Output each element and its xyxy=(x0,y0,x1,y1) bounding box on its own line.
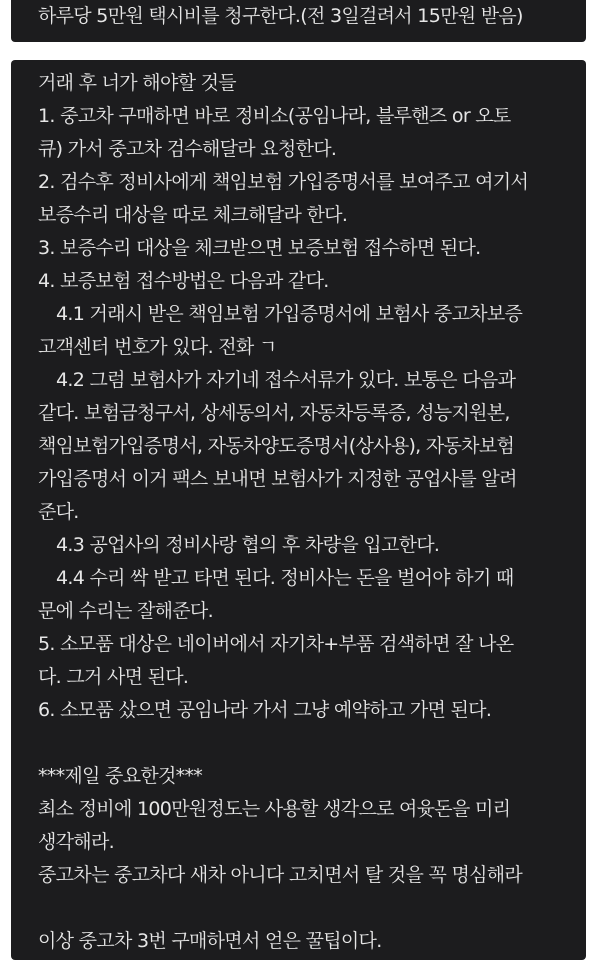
top-text-block xyxy=(11,0,586,42)
text-line: 1. 중고차 구매하면 바로 정비소(공임나라, 블루핸즈 or 오토 xyxy=(38,105,511,127)
text-line: 같다. 보험금청구서, 상세동의서, 자동차등록증, 성능지원본, xyxy=(38,402,510,424)
text-line: 4. 보증보험 접수방법은 다음과 같다. xyxy=(38,270,329,292)
text-line: 3. 보증수리 대상을 체크받으면 보증보험 접수하면 된다. xyxy=(38,237,481,259)
text-line: 거래 후 너가 해야할 것들 xyxy=(38,72,236,94)
text-line: 2. 검수후 정비사에게 책임보험 가입증명서를 보여주고 여기서 xyxy=(38,171,529,193)
text-line: 6. 소모품 샀으면 공임나라 가서 그냥 예약하고 가면 된다. xyxy=(38,699,492,721)
text-line: ***제일 중요한것*** xyxy=(38,765,203,787)
main-text-block xyxy=(11,60,586,960)
text-line: 가입증명서 이거 팩스 보내면 보험사가 지정한 공업사를 알려 xyxy=(38,468,517,490)
text-line: 보증수리 대상을 따로 체크해달라 한다. xyxy=(38,204,348,226)
text-line: 4.2 그럼 보험사가 자기네 접수서류가 있다. 보통은 다음과 xyxy=(56,369,516,391)
text-line: 생각해라. xyxy=(38,831,114,853)
text-line: 4.3 공업사의 정비사랑 협의 후 차량을 입고한다. xyxy=(56,534,440,556)
text-line: 최소 정비에 100만원정도는 사용할 생각으로 여윳돈을 미리 xyxy=(38,798,511,820)
text-line: 4.4 수리 싹 받고 타면 된다. 정비사는 돈을 벌어야 하기 때 xyxy=(56,567,514,589)
text-line: 중고차는 중고차다 새차 아니다 고치면서 탈 것을 꼭 명심해라 xyxy=(38,864,523,886)
text-line: 문에 수리는 잘해준다. xyxy=(38,600,213,622)
text-line: 5. 소모품 대상은 네이버에서 자기차+부품 검색하면 잘 나온 xyxy=(38,633,514,655)
text-line: 하루당 5만원 택시비를 청구한다.(전 3일걸려서 15만원 받음) xyxy=(38,5,523,27)
text-line: 4.1 거래시 받은 책임보험 가입증명서에 보험사 중고차보증 xyxy=(56,303,523,325)
text-line: 다. 그거 사면 된다. xyxy=(38,666,189,688)
text-line: 책임보험가입증명서, 자동차양도증명서(상사용), 자동차보험 xyxy=(38,435,515,457)
text-line: 준다. xyxy=(38,501,79,523)
text-line: 큐) 가서 중고차 검수해달라 요청한다. xyxy=(38,138,337,160)
text-line: 고객센터 번호가 있다. 전화 ㄱ xyxy=(38,336,277,358)
text-line: 이상 중고차 3번 구매하면서 얻은 꿀팁이다. xyxy=(38,930,382,952)
